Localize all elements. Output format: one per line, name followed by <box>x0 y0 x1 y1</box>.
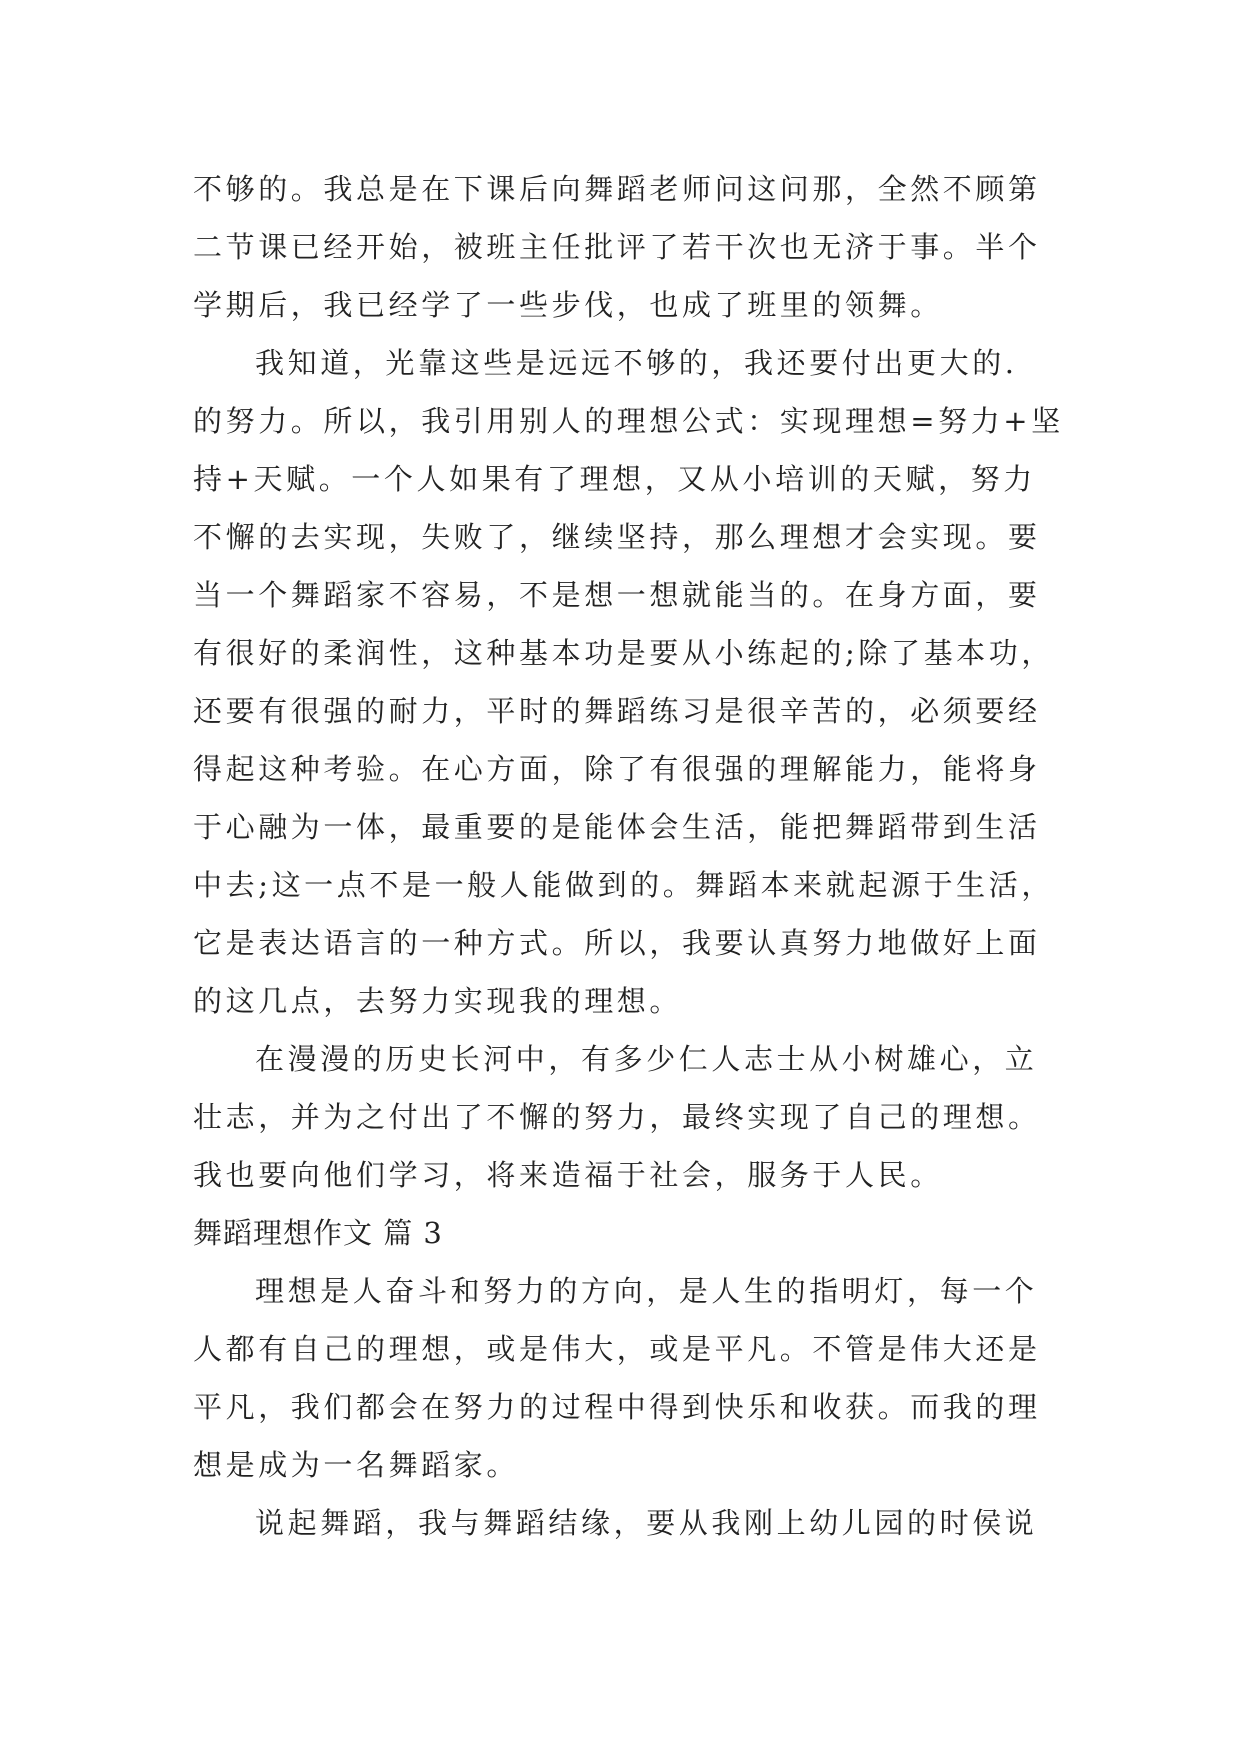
text-line: 我也要向他们学习，将来造福于社会，服务于人民。 <box>193 1158 943 1192</box>
paragraph-start-line: 说起舞蹈，我与舞蹈结缘，要从我刚上幼儿园的时侯说 <box>255 1506 1038 1540</box>
text-line: 它是表达语言的一种方式。所以，我要认真努力地做好上面 <box>193 926 1041 960</box>
paragraph-start-line: 我知道，光靠这些是远远不够的，我还要付出更大的. <box>255 346 1018 380</box>
text-line: 中去;这一点不是一般人能做到的。舞蹈本来就起源于生活， <box>193 868 1054 902</box>
text-line: 持+天赋。一个人如果有了理想，又从小培训的天赋，努力 <box>193 462 1036 496</box>
text-line: 还要有很强的耐力，平时的舞蹈练习是很辛苦的，必须要经 <box>193 694 1041 728</box>
text-line: 当一个舞蹈家不容易，不是想一想就能当的。在身方面，要 <box>193 578 1041 612</box>
text-line: 的努力。所以，我引用别人的理想公式：实现理想=努力+坚 <box>193 404 1064 438</box>
text-line: 不够的。我总是在下课后向舞蹈老师问这问那，全然不顾第 <box>193 172 1041 206</box>
text-line: 壮志，并为之付出了不懈的努力，最终实现了自己的理想。 <box>193 1100 1041 1134</box>
paragraph-start-line: 理想是人奋斗和努力的方向，是人生的指明灯，每一个 <box>255 1274 1038 1308</box>
text-line: 二节课已经开始，被班主任批评了若干次也无济于事。半个 <box>193 230 1041 264</box>
text-line: 平凡，我们都会在努力的过程中得到快乐和收获。而我的理 <box>193 1390 1041 1424</box>
text-line: 不懈的去实现，失败了，继续坚持，那么理想才会实现。要 <box>193 520 1041 554</box>
text-line: 得起这种考验。在心方面，除了有很强的理解能力，能将身 <box>193 752 1041 786</box>
text-line: 人都有自己的理想，或是伟大，或是平凡。不管是伟大还是 <box>193 1332 1041 1366</box>
text-line: 学期后，我已经学了一些步伐，也成了班里的领舞。 <box>193 288 943 322</box>
paragraph-start-line: 在漫漫的历史长河中，有多少仁人志士从小树雄心，立 <box>255 1042 1038 1076</box>
text-line: 于心融为一体，最重要的是能体会生活，能把舞蹈带到生活 <box>193 810 1041 844</box>
text-line: 有很好的柔润性，这种基本功是要从小练起的;除了基本功， <box>193 636 1054 670</box>
text-line: 想是成为一名舞蹈家。 <box>193 1448 520 1482</box>
document-body <box>193 160 1073 1552</box>
section-heading: 舞蹈理想作文 篇 3 <box>193 1216 443 1250</box>
text-line: 的这几点，去努力实现我的理想。 <box>193 984 683 1018</box>
